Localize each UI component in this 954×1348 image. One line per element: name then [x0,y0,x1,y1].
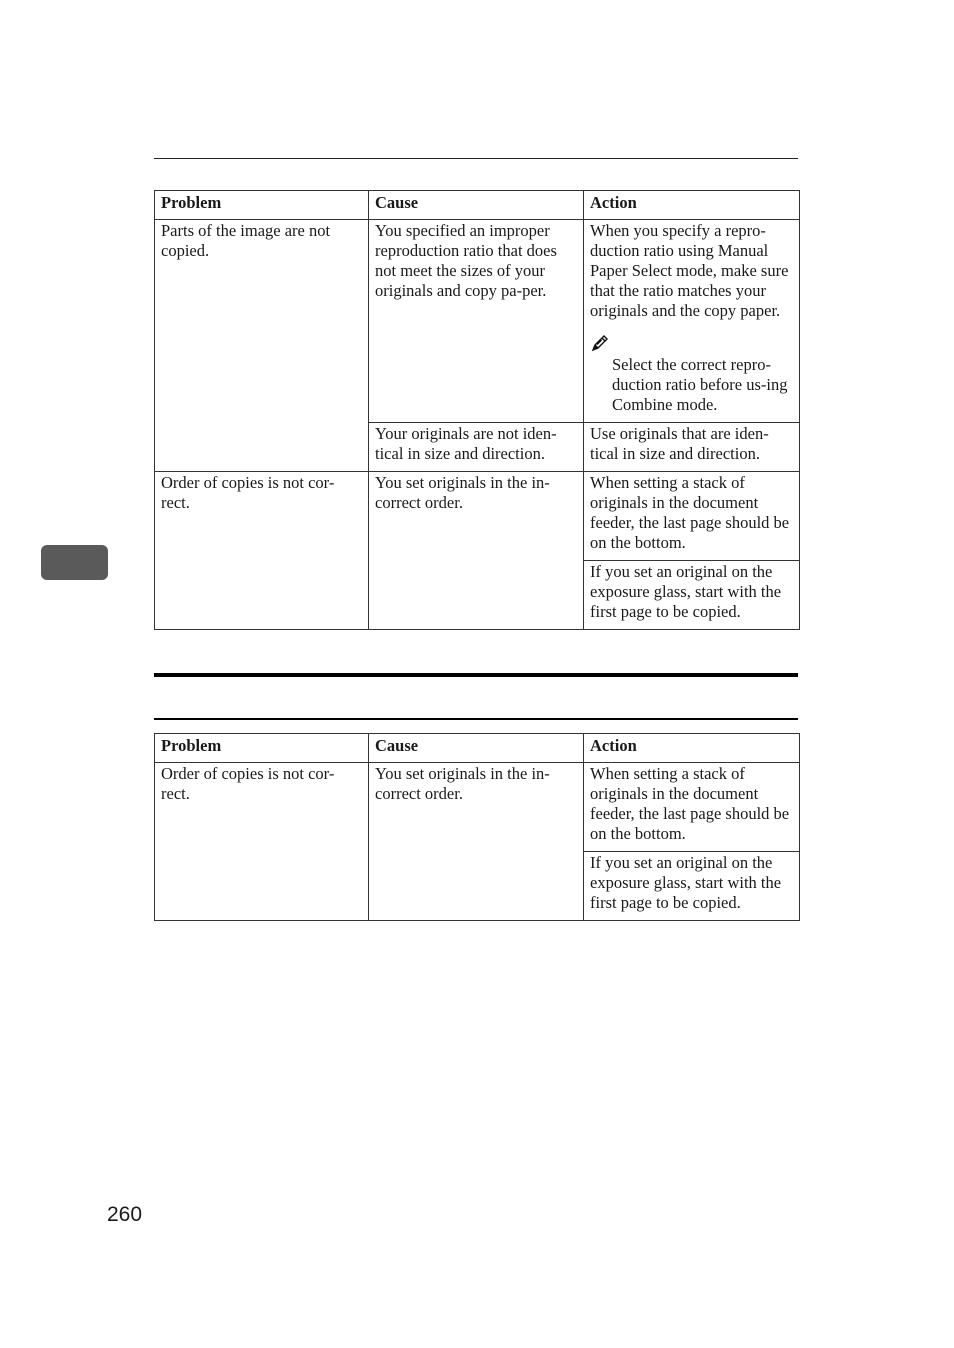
troubleshooting-table-1 [154,190,800,630]
action-cell [584,220,800,423]
note-text: Select the correct repro-duction ratio before us-ing Combine mode. [612,355,788,414]
action-text: When you specify a repro-duction ratio using Manual Paper Select mode, make sure that the ratio matches your originals and the copy paper. [590,221,789,320]
section-divider [154,718,798,720]
header-problem: Problem [155,191,369,220]
header-rule [154,158,798,159]
cause-cell: You set originals in the in-correct order. [369,763,584,921]
table-row [155,220,800,423]
troubleshooting-table-2 [154,733,800,921]
table-row [155,472,800,561]
problem-cell: Order of copies is not cor-rect. [155,472,369,630]
section-divider-thick [154,673,798,677]
table-row [155,763,800,852]
action-cell: If you set an original on the exposure glass, start with the first page to be copied. [584,852,800,921]
cause-cell: You set originals in the in-correct order. [369,472,584,630]
problem-cell: Parts of the image are not copied. [155,220,369,472]
header-cause: Cause [369,734,584,763]
header-cause: Cause [369,191,584,220]
page-number: 260 [107,1203,143,1226]
header-action: Action [584,191,800,220]
problem-cell: Order of copies is not cor-rect. [155,763,369,921]
pencil-note-icon [590,333,610,353]
action-cell: When setting a stack of originals in the document feeder, the last page should be on the bottom. [584,763,800,852]
header-action: Action [584,734,800,763]
chapter-tab [41,545,108,580]
table-header-row [155,734,800,763]
header-problem: Problem [155,734,369,763]
action-cell: When setting a stack of originals in the document feeder, the last page should be on the bottom. [584,472,800,561]
action-cell: If you set an original on the exposure glass, start with the first page to be copied. [584,561,800,630]
table-header-row [155,191,800,220]
cause-cell: Your originals are not iden-tical in size and direction. [369,423,584,472]
cause-cell: You specified an improper reproduction ratio that does not meet the sizes of your originals and copy pa-per. [369,220,584,423]
action-cell: Use originals that are iden-tical in size and direction. [584,423,800,472]
